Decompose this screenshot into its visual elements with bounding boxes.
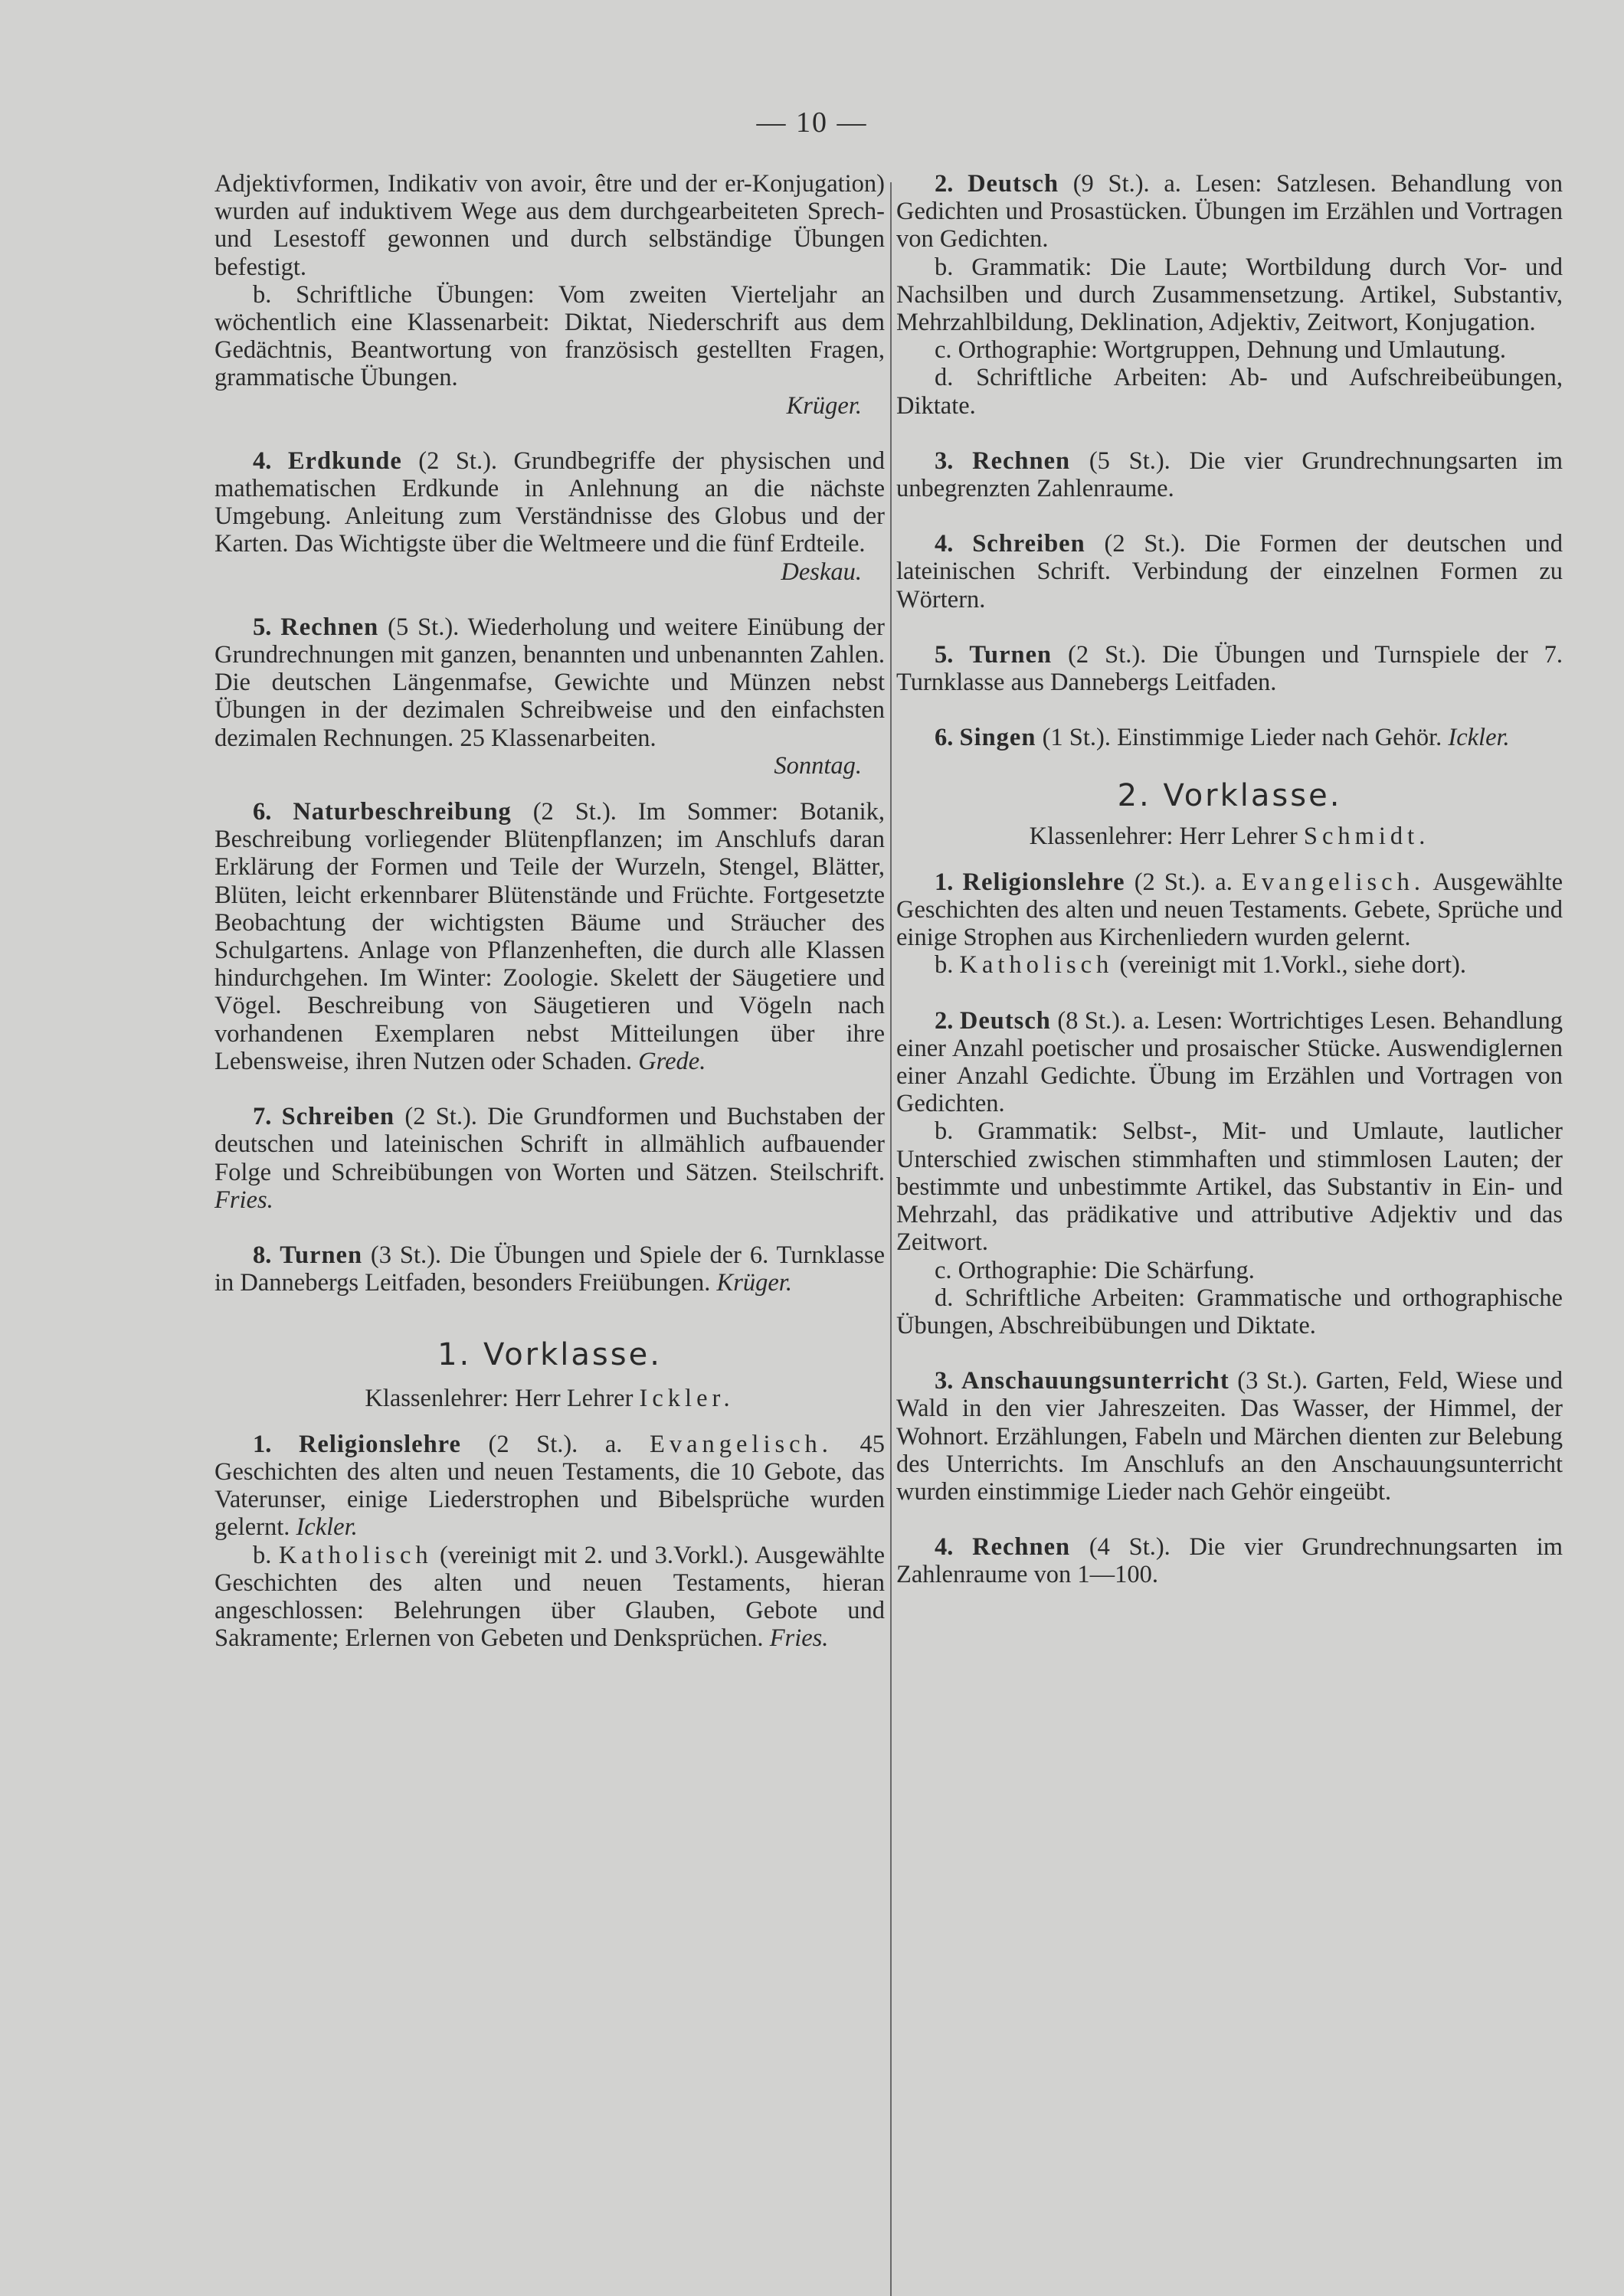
section-number: 7. [253, 1103, 272, 1131]
section-number: 4. [253, 446, 272, 475]
section-text: Ausgewählte Geschichten des alten und neuen Testaments. Gebete, Sprüche und einige Strophen aus Kirchenliedern wurden gelernt. [896, 868, 1563, 952]
section-number: 3. [935, 446, 954, 475]
paragraph-katholisch [896, 951, 1563, 979]
section-turnen [896, 641, 1563, 696]
section-heading: Religionslehre [298, 1430, 461, 1458]
denomination-label: Evangelisch. [1241, 868, 1425, 896]
list-marker: b. [253, 1541, 279, 1569]
paragraph-written-exercises: b. Schriftliche Übungen: Vom zweiten Vierteljahr an wöchentlich eine Klassenarbeit: Diktat, Niederschrift aus dem Gedächtnis, Beantwortung von französisch gestellten Fragen, grammatische Übungen. [214, 280, 885, 392]
class-title-vorklasse-1: 1. Vorklasse. [437, 1337, 662, 1373]
section-number: 2. [935, 1006, 954, 1035]
teacher-signature: Grede. [638, 1047, 706, 1075]
paragraph-french-grammar: Adjektivformen, Indikativ von avoir, être und der er-Konjugation) wurden auf induktivem Wege aus dem durchgearbeiteten Sprech- und Lesestoff gewonnen und durch selbständige Übungen befestigt. [214, 170, 885, 281]
section-deutsch [896, 1007, 1563, 1118]
section-heading: Rechnen [972, 446, 1071, 475]
teacher-signature: Ickler. [1448, 724, 1510, 752]
section-text: (3 St.). Garten, Feld, Wiese und Wald in den vier Jahreszeiten. Das Wasser, der Himmel, der Wohnort. Erzählungen, Fabeln und Märchen dienten zur Belebung des Unterrichts. Im Anschlufs an den Anschauungsunterricht wurden einstimmige Lieder nach Gehör eingeübt. [896, 1367, 1563, 1506]
paragraph-orthographie: c. Orthographie: Wortgruppen, Dehnung und Umlautung. [935, 336, 1506, 365]
section-number: 1. [253, 1430, 272, 1458]
teacher-signature: Fries. [214, 1186, 273, 1214]
section-deutsch [896, 170, 1563, 253]
paragraph-grammatik: b. Grammatik: Selbst-, Mit- und Umlaute, lautlicher Unterschied zwischen stimmhaften und stimmlosen Lauten; der bestimmte und unbestimmte Artikel, das Substantiv in Ein- und Mehrzahl, das prädikative und attributive Adjektiv und das Zeitwort. [896, 1117, 1563, 1257]
section-rechnen [214, 613, 885, 752]
section-religionslehre [896, 868, 1563, 952]
teacher-signature: Krüger. [716, 1269, 792, 1297]
section-number: 4. [935, 1533, 954, 1562]
left-column [214, 170, 885, 1652]
section-number: 6. [253, 798, 272, 826]
right-column [896, 170, 1563, 1589]
teacher-signature: Krüger. [786, 391, 862, 420]
class-teacher-label: Klassenlehrer: Herr Lehrer [1029, 822, 1304, 850]
section-anschauungsunterricht [896, 1367, 1563, 1506]
section-heading: Deutsch [959, 1006, 1051, 1035]
section-number: 3. [935, 1367, 954, 1395]
section-text: (5 St.). Wiederholung und weitere Einübung der Grundrechnungen mit ganzen, benannten und unbenannten Zahlen. Die deutschen Längenmafse, Gewichte und Münzen nebst Übungen in der dezimalen Schreibweise und den einfachsten dezimalen Rechnungen. 25 Klassenarbeiten. [214, 613, 885, 752]
section-text: (vereinigt mit 2. und 3.Vorkl.). Ausgewählte Geschichten des alten und neuen Testaments, hieran angeschlossen: Belehrungen über Glauben, Gebote und Sakramente; Erlernen von Gebeten und Denksprüchen. [214, 1541, 885, 1653]
teacher-signature: Deskau. [781, 558, 862, 586]
section-heading: Rechnen [280, 613, 379, 641]
section-number: 5. [253, 613, 272, 641]
list-marker: b. [935, 951, 960, 980]
section-heading: Schreiben [281, 1103, 395, 1131]
section-turnen [214, 1241, 885, 1297]
paragraph-schriftliche-arbeiten: d. Schriftliche Arbeiten: Ab- und Aufschreibeübungen, Diktate. [896, 364, 1563, 420]
section-heading: Schreiben [972, 530, 1085, 558]
class-teacher-label: Klassenlehrer: Herr Lehrer [365, 1384, 640, 1412]
section-singen [896, 724, 1563, 751]
section-text: (2 St.). Die Übungen und Turnspiele der 7. Turnklasse aus Dannebergs Leitfaden. [896, 640, 1563, 697]
section-heading: Singen [959, 724, 1036, 752]
section-text: (2 St.). Grundbegriffe der physischen und mathematischen Erdkunde in Anlehnung an die nächste Umgebung. Anleitung zum Verständnisse des Globus und der Karten. Das Wichtigste über die Weltmeere und die fünf Erdteile. [214, 446, 885, 558]
section-heading: Religionslehre [962, 868, 1125, 896]
section-naturbeschreibung [214, 798, 885, 1075]
paragraph-orthographie: c. Orthographie: Die Schärfung. [935, 1256, 1255, 1284]
teacher-signature: Fries. [769, 1624, 829, 1653]
section-rechnen [896, 447, 1563, 502]
section-text: (2 St.). Die Formen der deutschen und lateinischen Schrift. Verbindung der einzelnen Formen zu Wörtern. [896, 530, 1563, 613]
section-text: (4 St.). Die vier Grundrechnungsarten im Zahlenraume von 1—100. [896, 1533, 1563, 1589]
class-title-vorklasse-2: 2. Vorklasse. [1117, 778, 1342, 814]
section-heading: Turnen [280, 1241, 363, 1269]
section-number: 8. [253, 1241, 272, 1269]
section-schreiben [896, 530, 1563, 613]
section-text: 45 Geschichten des alten und neuen Testaments, die 10 Gebote, das Vaterunser, einige Liederstrophen und Bibelsprüche wurden gelernt. [214, 1430, 885, 1542]
denomination-label: Evangelisch. [649, 1430, 833, 1458]
class-teacher-line [214, 1385, 885, 1412]
section-heading: Deutsch [968, 170, 1059, 198]
section-text: (2 St.). Die Grundformen und Buchstaben der deutschen und lateinischen Schrift in allmählich aufbauender Folge und Schreibübungen von Worten und Sätzen. Steilschrift. [214, 1103, 885, 1186]
paragraph-grammatik: b. Grammatik: Die Laute; Wortbildung durch Vor- und Nachsilben und durch Zusammensetzung. Artikel, Substantiv, Mehrzahlbildung, Deklination, Adjektiv, Zeitwort, Konjugation. [896, 253, 1563, 337]
section-text: (5 St.). Die vier Grundrechnungsarten im unbegrenzten Zahlenraume. [896, 446, 1563, 503]
section-religionslehre [214, 1431, 885, 1542]
section-text: (2 St.). Im Sommer: Botanik, Beschreibung vorliegender Blütenpflanzen; im Anschlufs daran Erklärung der Formen und Teile der Wurzeln, Stengel, Blätter, Blüten, leicht erkennbarer Blütenstände und Früchte. Fortgesetzte Beobachtung der wichtigsten Bäume und Sträucher des Schulgartens. Anlage von Pflanzenheften, die durch alle Klassen hindurchgehen. Im Winter: Zoologie. Skelett der Säugetiere und Vögel. Beschreibung von Säugetieren und Vögeln nach vorhandenen Exemplaren nebst Mitteilungen über ihre Lebensweise, ihren Nutzen oder Schaden. [214, 798, 885, 1075]
section-number: 4. [935, 530, 954, 558]
class-teacher-name: Ickler. [639, 1384, 735, 1412]
teacher-signature: Ickler. [296, 1513, 358, 1542]
section-number: 6. [935, 724, 954, 752]
section-heading: Erdkunde [287, 446, 402, 475]
section-number: 5. [935, 640, 954, 669]
teacher-signature: Sonntag. [774, 751, 862, 780]
section-text: (2 St.). a. [1125, 868, 1242, 896]
section-text: (vereinigt mit 1.Vorkl., siehe dort). [1113, 951, 1466, 980]
section-text: (2 St.). a. [460, 1430, 650, 1458]
section-text: (8 St.). a. Lesen: Wortrichtiges Lesen. Behandlung einer Anzahl poetischer und prosaischer Stücke. Auswendiglernen einer Anzahl Gedichte. Übung im Erzählen und Vortragen von Gedichten. [896, 1006, 1563, 1118]
denomination-label: Katholisch [278, 1541, 433, 1569]
section-schreiben [214, 1103, 885, 1214]
page-number: — 10 — [756, 106, 868, 139]
class-teacher-line [896, 823, 1563, 850]
section-text: (9 St.). a. Lesen: Satzlesen. Behandlung von Gedichten und Prosastücken. Übungen im Erzählen und Vortragen von Gedichten. [896, 170, 1563, 253]
denomination-label: Katholisch [959, 951, 1114, 980]
section-rechnen [896, 1533, 1563, 1588]
section-erdkunde [214, 447, 885, 558]
section-text: (1 St.). Einstimmige Lieder nach Gehör. [1036, 724, 1442, 752]
section-heading: Naturbeschreibung [293, 798, 512, 826]
paragraph-schriftliche-arbeiten: d. Schriftliche Arbeiten: Grammatische und orthographische Übungen, Abschreibübungen und Diktate. [896, 1284, 1563, 1339]
column-divider [890, 182, 892, 2296]
section-heading: Anschauungsunterricht [961, 1367, 1229, 1395]
section-text: (3 St.). Die Übungen und Spiele der 6. Turnklasse in Dannebergs Leitfaden, besonders Freiübungen. [214, 1241, 885, 1297]
section-heading: Turnen [969, 640, 1053, 669]
section-number: 1. [935, 868, 954, 896]
paragraph-katholisch [214, 1542, 885, 1653]
section-number: 2. [935, 170, 954, 198]
section-heading: Rechnen [972, 1533, 1071, 1562]
class-teacher-name: Schmidt. [1303, 822, 1430, 850]
